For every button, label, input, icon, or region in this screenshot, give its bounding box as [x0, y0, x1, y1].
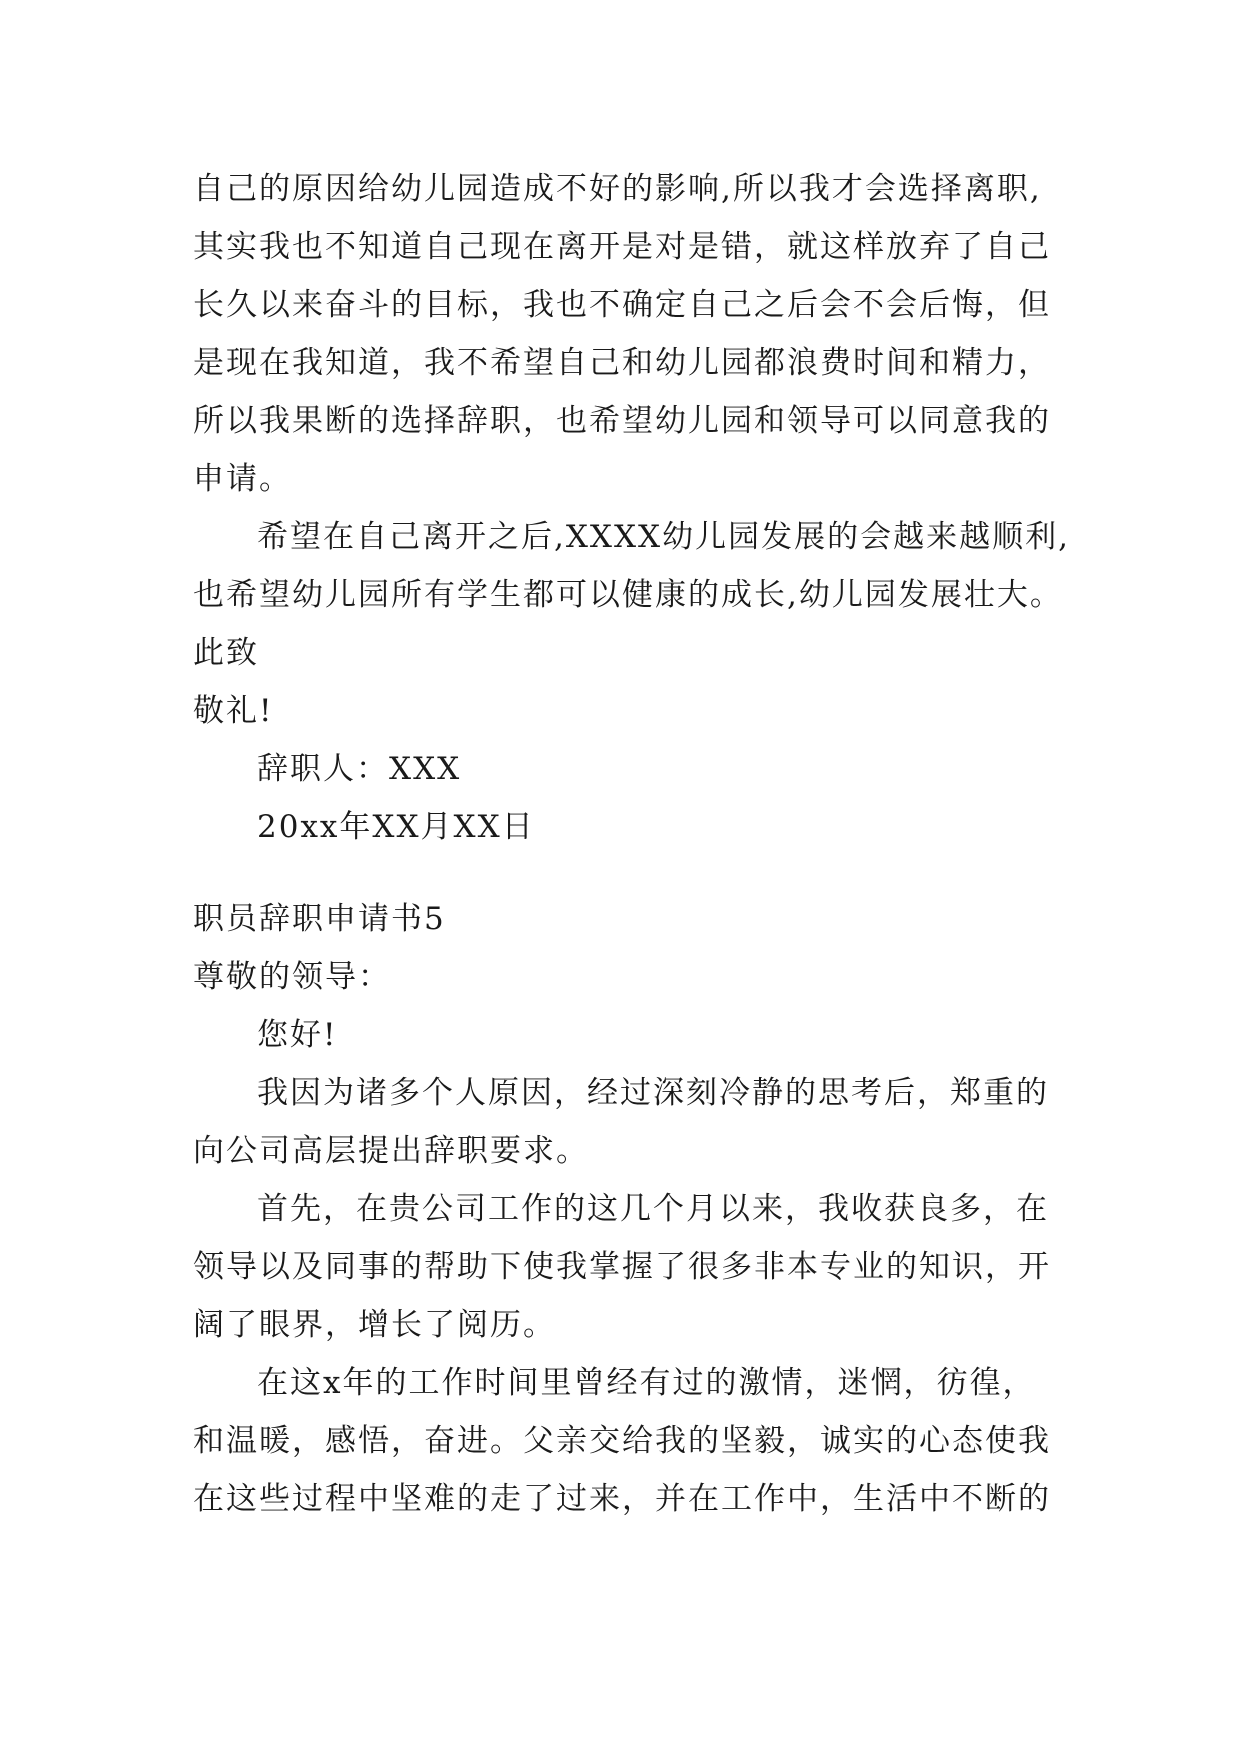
- salutation: 尊敬的领导：: [193, 959, 391, 995]
- para3-line-1: 我因为诸多个人原因，经过深刻冷静的思考后，郑重的: [257, 1075, 1049, 1111]
- greeting: 您好!: [257, 1017, 338, 1053]
- para4-line-1: 首先，在贵公司工作的这几个月以来，我收获良多，在: [257, 1191, 1049, 1227]
- para2-line-2: 也希望幼儿园所有学生都可以健康的成长,幼儿园发展壮大。: [193, 577, 1063, 613]
- para1-line-6: 申请。: [193, 461, 292, 497]
- date: 20xx年XX月XX日: [257, 809, 535, 845]
- closing-line-2: 敬礼!: [193, 693, 274, 729]
- para5-line-1: 在这x年的工作时间里曾经有过的激情，迷惘，彷徨，: [257, 1365, 1036, 1401]
- para1-line-4: 是现在我知道，我不希望自己和幼儿园都浪费时间和精力，: [193, 345, 1051, 381]
- section-gap: [193, 856, 1093, 890]
- para4-line-2: 领导以及同事的帮助下使我掌握了很多非本专业的知识，开: [193, 1249, 1051, 1285]
- para1-line-3: 长久以来奋斗的目标，我也不确定自己之后会不会后悔，但: [193, 287, 1051, 323]
- para1-line-5: 所以我果断的选择辞职，也希望幼儿园和领导可以同意我的: [193, 403, 1051, 439]
- para2-line-1: 希望在自己离开之后,XXXX幼儿园发展的会越来越顺利,: [257, 519, 1070, 555]
- para1-line-2: 其实我也不知道自己现在离开是对是错，就这样放弃了自己: [193, 229, 1051, 265]
- para4-line-3: 阔了眼界，增长了阅历。: [193, 1307, 556, 1343]
- para3-line-2: 向公司高层提出辞职要求。: [193, 1133, 589, 1169]
- section-title: 职员辞职申请书5: [193, 901, 446, 937]
- para5-line-3: 在这些过程中坚难的走了过来，并在工作中，生活中不断的: [193, 1481, 1051, 1517]
- signer: 辞职人：XXX: [257, 751, 462, 787]
- para1-line-1: 自己的原因给幼儿园造成不好的影响,所以我才会选择离职,: [193, 171, 1042, 207]
- closing-line-1: 此致: [193, 635, 259, 671]
- document-body: [193, 160, 1093, 1528]
- para5-line-2: 和温暖，感悟，奋进。父亲交给我的坚毅，诚实的心态使我: [193, 1423, 1051, 1459]
